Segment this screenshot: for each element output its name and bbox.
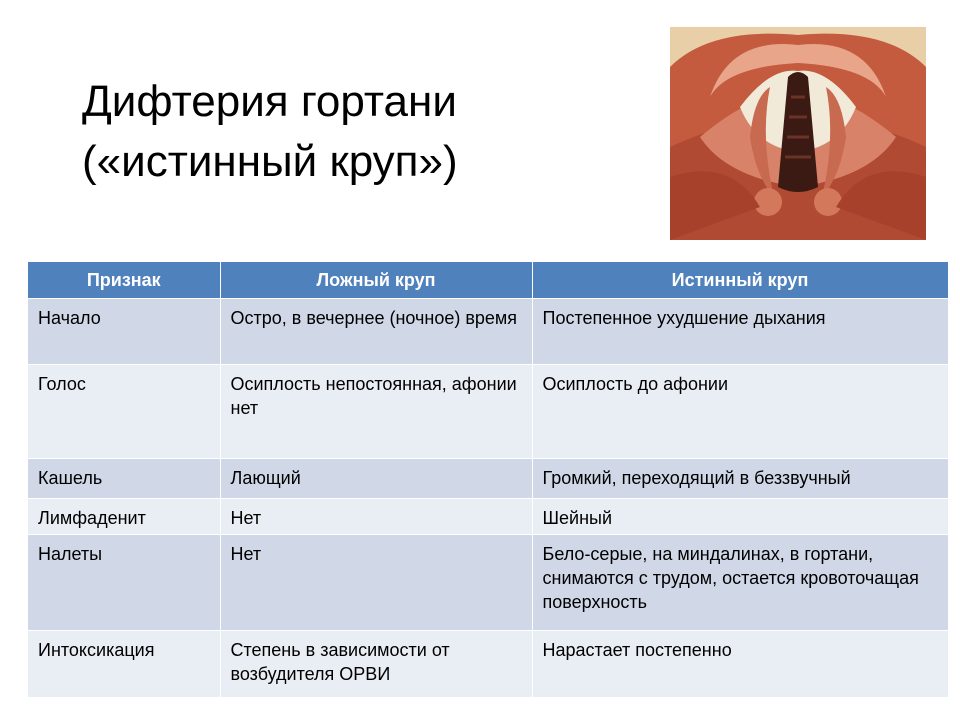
table-row [28,459,948,499]
header-false-croup: Ложный круп [220,262,532,299]
cell-sign: Налеты [28,535,220,631]
cell-true-croup: Шейный [532,499,948,535]
table-row [28,299,948,365]
cell-false-croup: Лающий [220,459,532,499]
cell-sign: Начало [28,299,220,365]
slide-title [82,72,458,192]
cell-sign: Кашель [28,459,220,499]
title-line-2: («истинный круп») [82,137,458,186]
table-row [28,365,948,459]
cell-true-croup: Бело-серые, на миндалинах, в гортани, снимаются с трудом, остается кровоточащая поверхность [532,535,948,631]
cell-false-croup: Нет [220,499,532,535]
cell-false-croup: Нет [220,535,532,631]
cell-sign: Интоксикация [28,631,220,697]
cell-true-croup: Громкий, переходящий в беззвучный [532,459,948,499]
cell-false-croup: Степень в зависимости от возбудителя ОРВИ [220,631,532,697]
cell-false-croup: Осиплость непостоянная, афонии нет [220,365,532,459]
cell-true-croup: Нарастает постепенно [532,631,948,697]
cell-true-croup: Постепенное ухудшение дыхания [532,299,948,365]
title-line-1: Дифтерия гортани [82,77,457,126]
table-header-row [28,262,948,299]
header-true-croup: Истинный круп [532,262,948,299]
cell-true-croup: Осиплость до афонии [532,365,948,459]
larynx-illustration [670,27,926,240]
cell-sign: Лимфаденит [28,499,220,535]
cell-false-croup: Остро, в вечернее (ночное) время [220,299,532,365]
table-row [28,535,948,631]
cell-sign: Голос [28,365,220,459]
header-sign: Признак [28,262,220,299]
table-row [28,499,948,535]
comparison-table [28,262,949,697]
table-row [28,631,948,697]
